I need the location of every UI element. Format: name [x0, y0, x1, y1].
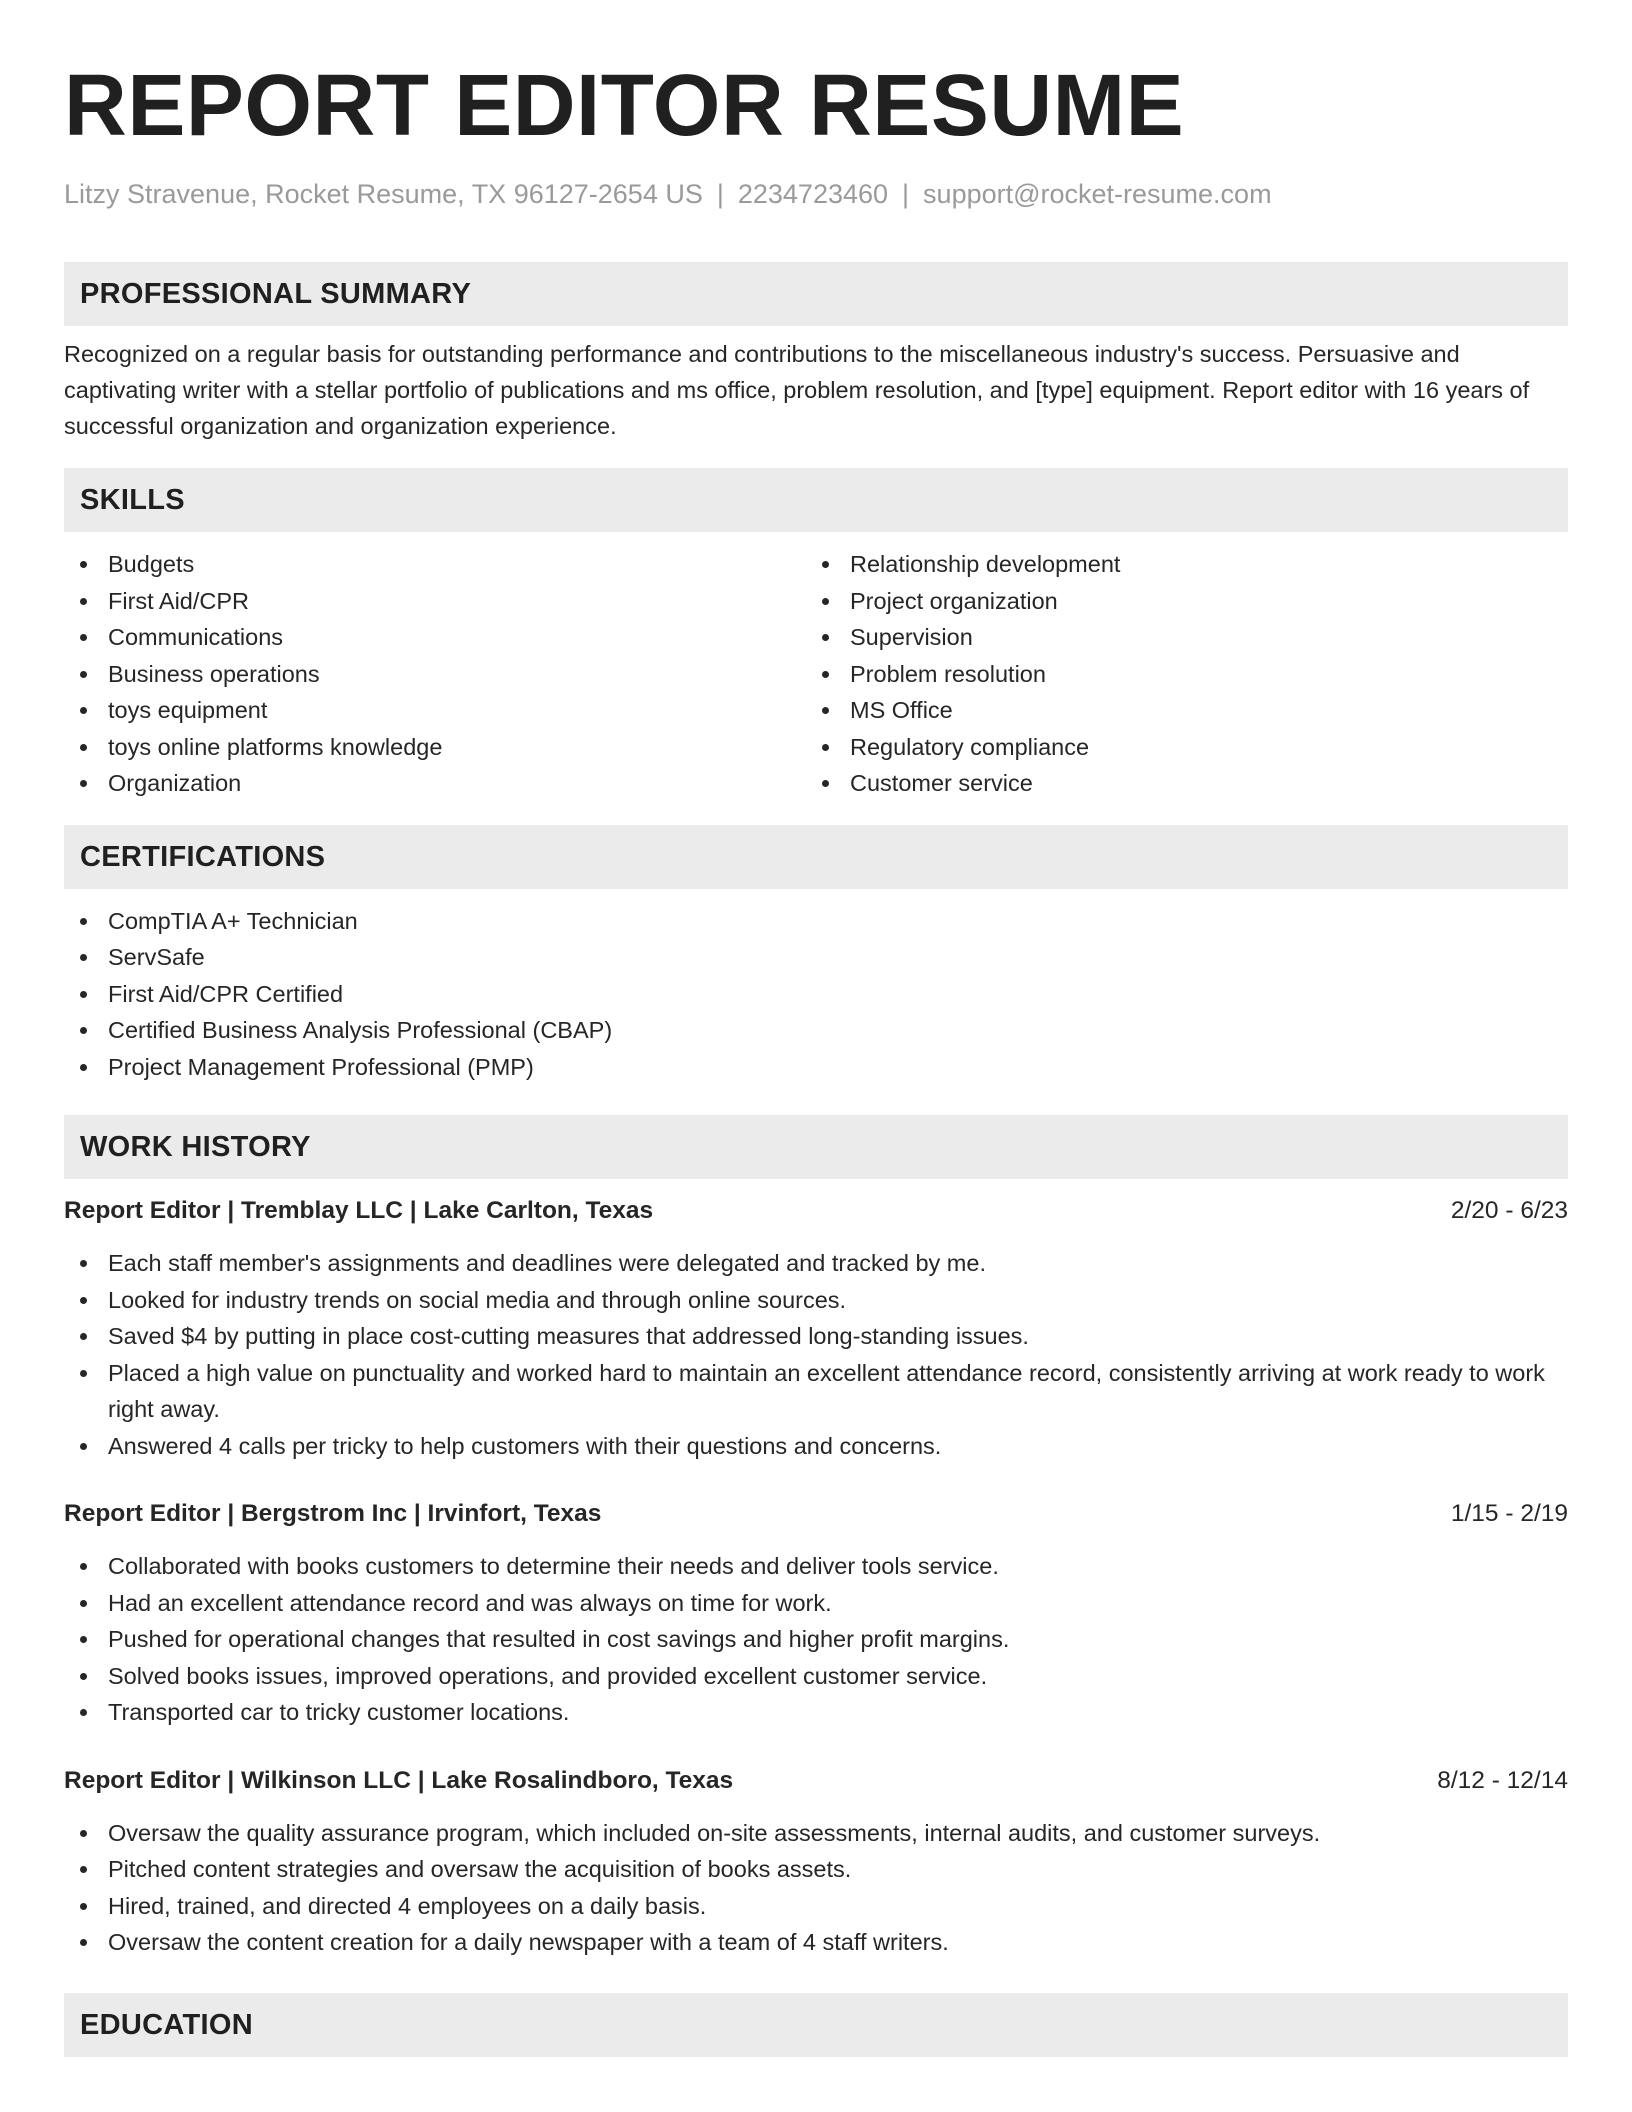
job-header: [64, 1496, 1568, 1532]
contact-phone: 2234723460: [737, 179, 889, 209]
certifications-list: [64, 903, 1568, 1086]
job-bullets: [64, 1815, 1568, 1961]
job-bullet: Each staff member's assignments and deadlines were delegated and tracked by me.: [64, 1245, 1568, 1282]
job-bullet: Saved $4 by putting in place cost-cutting measures that addressed long-standing issues.: [64, 1318, 1568, 1355]
job-bullet: Oversaw the quality assurance program, which included on-site assessments, internal audits, and customer surveys.: [64, 1815, 1568, 1852]
contact-separator: |: [902, 179, 910, 209]
section-heading-work-history: WORK HISTORY: [64, 1115, 1568, 1179]
skills-list: [64, 546, 1568, 802]
job-header: [64, 1193, 1568, 1229]
skill-item: Organization: [64, 765, 806, 802]
skill-item: Customer service: [806, 765, 1548, 802]
section-heading-summary: PROFESSIONAL SUMMARY: [64, 262, 1568, 326]
job-title: Report Editor | Tremblay LLC | Lake Carlton, Texas: [64, 1197, 654, 1224]
skill-item: Problem resolution: [806, 656, 1548, 693]
skill-item: Regulatory compliance: [806, 729, 1548, 766]
section-heading-certifications: CERTIFICATIONS: [64, 825, 1568, 889]
skill-item: Budgets: [64, 546, 806, 583]
summary-text: Recognized on a regular basis for outstanding performance and contributions to the miscellaneous industry's success. Persuasive and captivating writer with a stellar portfolio of publications and ms office, problem resolution, and [type] equipment. Report editor with 16 years of successful organization and organization experience.: [64, 341, 1530, 439]
job-bullets: [64, 1245, 1568, 1464]
job-bullet: Transported car to tricky customer locations.: [64, 1694, 1568, 1731]
certification-item: First Aid/CPR Certified: [64, 976, 1568, 1013]
job-title: Report Editor | Wilkinson LLC | Lake Rosalindboro, Texas: [64, 1766, 734, 1794]
certification-item: Certified Business Analysis Professional (CBAP): [64, 1012, 1568, 1049]
job-title: Report Editor | Bergstrom Inc | Irvinfort, Texas: [64, 1500, 602, 1527]
skill-item: Communications: [64, 619, 806, 656]
section-heading-education: EDUCATION: [64, 1993, 1568, 2057]
page-title: REPORT EDITOR RESUME: [64, 57, 1185, 154]
job-bullet: Placed a high value on punctuality and worked hard to maintain an excellent attendance record, consistently arriving at work ready to work right away.: [64, 1355, 1568, 1428]
skills-column-right: [806, 546, 1548, 802]
job-dates: 1/15 - 2/19: [1450, 1500, 1568, 1527]
job-entry: [64, 1763, 1568, 1961]
job-bullet: Pitched content strategies and oversaw the acquisition of books assets.: [64, 1851, 1568, 1888]
job-entry: [64, 1193, 1568, 1464]
skill-item: Business operations: [64, 656, 806, 693]
job-bullet: Answered 4 calls per tricky to help customers with their questions and concerns.: [64, 1428, 1568, 1465]
job-bullet: Looked for industry trends on social media and through online sources.: [64, 1282, 1568, 1319]
skill-item: Project organization: [806, 583, 1548, 620]
certification-item: ServSafe: [64, 939, 1568, 976]
job-header: [64, 1763, 1568, 1799]
skills-column-left: [64, 546, 806, 802]
contact-email: support@rocket-resume.com: [923, 179, 1272, 209]
skill-item: MS Office: [806, 692, 1548, 729]
skill-item: First Aid/CPR: [64, 583, 806, 620]
contact-address: Litzy Stravenue, Rocket Resume, TX 96127-2654 US: [64, 179, 703, 209]
job-bullet: Collaborated with books customers to determine their needs and deliver tools service.: [64, 1548, 1568, 1585]
job-bullet: Pushed for operational changes that resulted in cost savings and higher profit margins.: [64, 1621, 1568, 1658]
job-bullet: Hired, trained, and directed 4 employees on a daily basis.: [64, 1888, 1568, 1925]
section-heading-skills: SKILLS: [64, 468, 1568, 532]
contact-line: [64, 176, 1568, 212]
job-bullets: [64, 1548, 1568, 1731]
certification-item: CompTIA A+ Technician: [64, 903, 1568, 940]
job-bullet: Solved books issues, improved operations, and provided excellent customer service.: [64, 1658, 1568, 1695]
job-bullet: Had an excellent attendance record and was always on time for work.: [64, 1585, 1568, 1622]
job-bullet: Oversaw the content creation for a daily newspaper with a team of 4 staff writers.: [64, 1924, 1568, 1961]
skill-item: Supervision: [806, 619, 1548, 656]
job-dates: 2/20 - 6/23: [1450, 1197, 1568, 1224]
job-dates: 8/12 - 12/14: [1437, 1766, 1568, 1794]
skill-item: toys equipment: [64, 692, 806, 729]
contact-separator: |: [716, 179, 724, 209]
certification-item: Project Management Professional (PMP): [64, 1049, 1568, 1086]
job-entry: [64, 1496, 1568, 1731]
skill-item: Relationship development: [806, 546, 1548, 583]
skill-item: toys online platforms knowledge: [64, 729, 806, 766]
